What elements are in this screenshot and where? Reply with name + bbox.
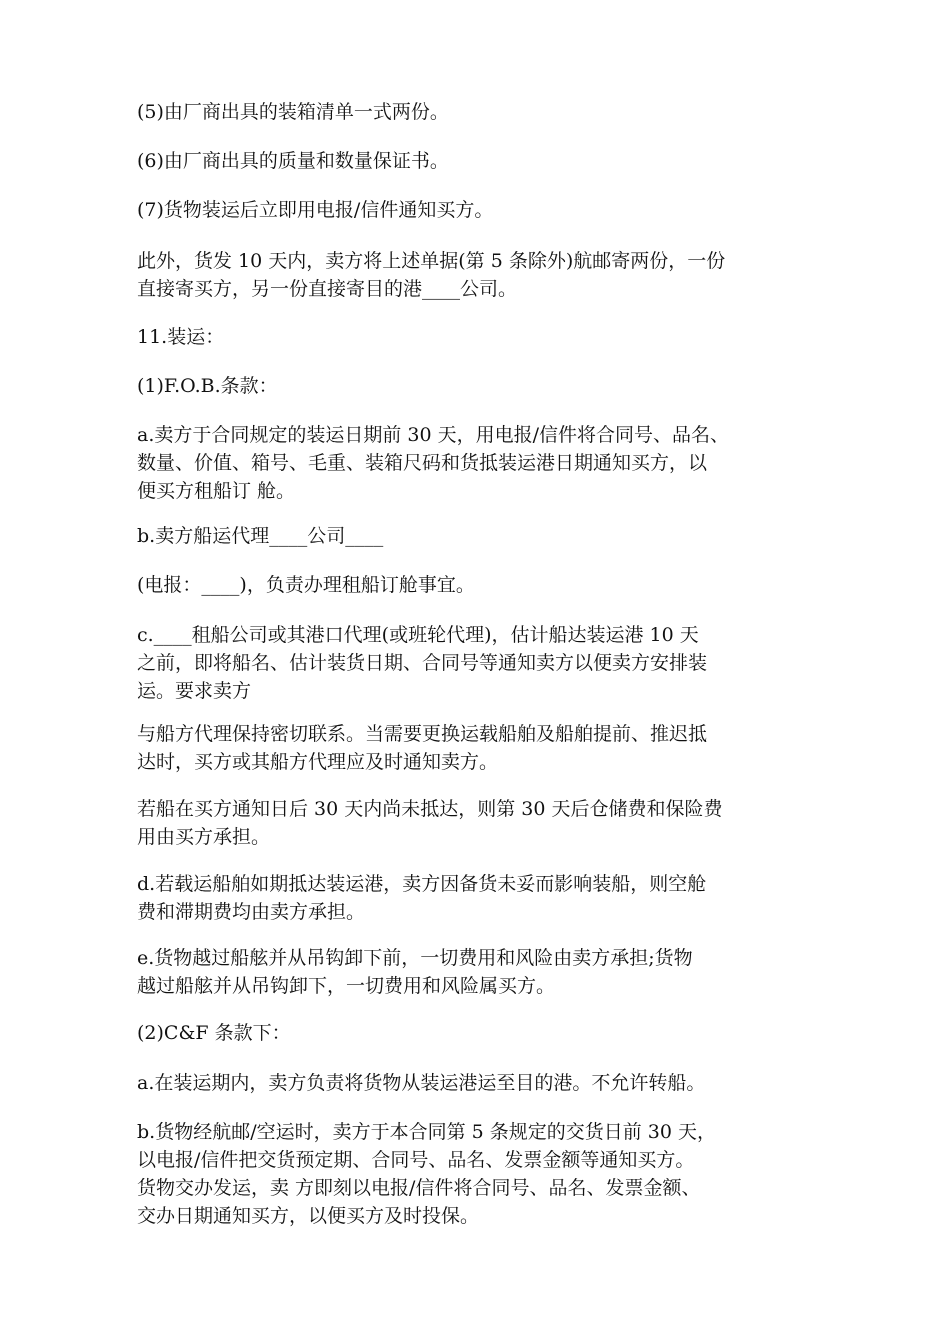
paragraph-line: 越过船舷并从吊钩卸下，一切费用和风险属买方。 xyxy=(137,975,556,997)
paragraph xyxy=(137,795,827,851)
paragraph xyxy=(137,147,827,175)
paragraph xyxy=(137,421,827,505)
paragraph xyxy=(137,98,827,126)
paragraph-line: (电报：____)，负责办理租船订舱事宜。 xyxy=(137,574,475,596)
section-heading xyxy=(137,323,827,351)
paragraph-line: a.在装运期内，卖方负责将货物从装运港运至目的港。不允许转船。 xyxy=(137,1072,706,1094)
paragraph-line: 货物交办发运，卖 方即刻以电报/信件将合同号、品名、发票金额、 xyxy=(137,1177,701,1199)
subsection-heading xyxy=(137,1019,827,1047)
paragraph xyxy=(137,247,827,303)
paragraph-line: (2)C&F 条款下： xyxy=(137,1022,291,1044)
paragraph-line: b.卖方船运代理____公司____ xyxy=(137,525,384,547)
paragraph-line: 便买方租船订 舱。 xyxy=(137,480,296,502)
paragraph xyxy=(137,720,827,776)
paragraph-line: 交办日期通知买方，以便买方及时投保。 xyxy=(137,1205,480,1227)
paragraph-line: 运。要求卖方 xyxy=(137,680,252,702)
paragraph xyxy=(137,1069,827,1097)
paragraph xyxy=(137,196,827,224)
paragraph-line: 此外，货发 10 天内，卖方将上述单据(第 5 条除外)航邮寄两份，一份 xyxy=(137,250,726,272)
paragraph-line: c.____租船公司或其港口代理(或班轮代理)，估计船达装运港 10 天 xyxy=(137,624,699,646)
paragraph-line: b.货物经航邮/空运时，卖方于本合同第 5 条规定的交货日前 30 天， xyxy=(137,1121,717,1143)
paragraph-line: e.货物越过船舷并从吊钩卸下前，一切费用和风险由卖方承担;货物 xyxy=(137,947,693,969)
paragraph-line: a.卖方于合同规定的装运日期前 30 天，用电报/信件将合同号、品名、 xyxy=(137,424,730,446)
paragraph-line: 数量、价值、箱号、毛重、装箱尺码和货抵装运港日期通知买方，以 xyxy=(137,452,708,474)
paragraph xyxy=(137,870,827,926)
paragraph xyxy=(137,522,827,550)
paragraph xyxy=(137,1118,827,1230)
paragraph xyxy=(137,621,827,705)
paragraph-line: 与船方代理保持密切联系。当需要更换运载船舶及船舶提前、推迟抵 xyxy=(137,723,708,745)
paragraph xyxy=(137,571,827,599)
paragraph xyxy=(137,944,827,1000)
paragraph-line: d.若载运船舶如期抵达装运港，卖方因备货未妥而影响装船，则空舱 xyxy=(137,873,707,895)
subsection-heading xyxy=(137,372,827,400)
paragraph-line: (5)由厂商出具的装箱清单一式两份。 xyxy=(137,101,449,123)
paragraph-line: 若船在买方通知日后 30 天内尚未抵达，则第 30 天后仓储费和保险费 xyxy=(137,798,723,820)
paragraph-line: (6)由厂商出具的质量和数量保证书。 xyxy=(137,150,449,172)
paragraph-line: 用由买方承担。 xyxy=(137,826,271,848)
paragraph-line: 达时，买方或其船方代理应及时通知卖方。 xyxy=(137,751,499,773)
paragraph-line: 以电报/信件把交货预定期、合同号、品名、发票金额等通知买方。 xyxy=(137,1149,695,1171)
paragraph-line: (7)货物装运后立即用电报/信件通知买方。 xyxy=(137,199,494,221)
paragraph-line: 11.装运： xyxy=(137,326,225,348)
paragraph-line: (1)F.O.B.条款： xyxy=(137,375,278,397)
paragraph-line: 费和滞期费均由卖方承担。 xyxy=(137,901,366,923)
paragraph-line: 之前，即将船名、估计装货日期、合同号等通知卖方以便卖方安排装 xyxy=(137,652,708,674)
paragraph-line: 直接寄买方，另一份直接寄目的港____公司。 xyxy=(137,278,518,300)
